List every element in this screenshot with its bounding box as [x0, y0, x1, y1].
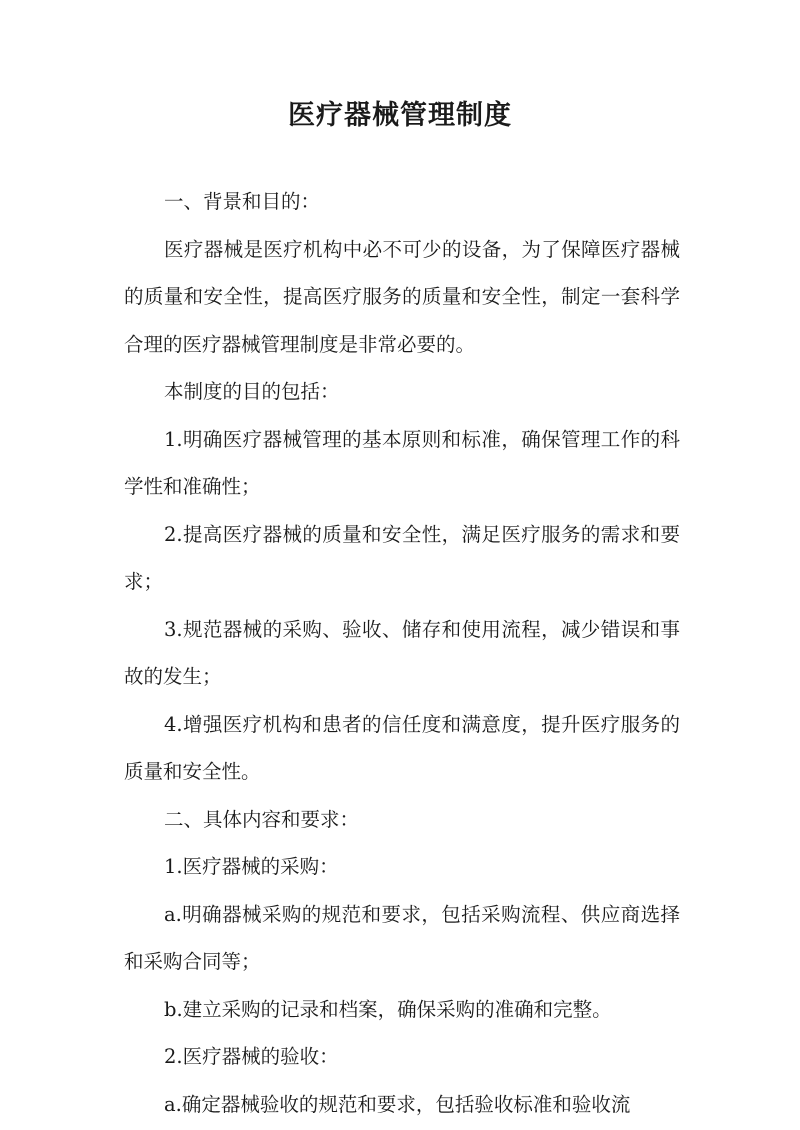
section-heading-background: 一、背景和目的：: [164, 190, 321, 213]
list-item-purpose-1: 1.明确医疗器械管理的基本原则和标准，确保管理工作的科学性和准确性；: [124, 427, 680, 498]
list-item-purpose-2: 2.提高医疗器械的质量和安全性，满足医疗服务的需求和要求；: [124, 522, 680, 593]
subsection-heading-acceptance: 2.医疗器械的验收：: [164, 1045, 339, 1068]
list-item-procurement-a: a.明确器械采购的规范和要求，包括采购流程、供应商选择和采购合同等；: [124, 902, 680, 973]
list-item-purpose-4: 4.增强医疗机构和患者的信任度和满意度，提升医疗服务的质量和安全性。: [124, 712, 680, 783]
list-item-acceptance-a: a.确定器械验收的规范和要求，包括验收标准和验收流: [164, 1092, 631, 1116]
paragraph-purpose-lead: 本制度的目的包括：: [164, 380, 340, 403]
paragraph-intro: 医疗器械是医疗机构中必不可少的设备，为了保障医疗器械的质量和安全性，提高医疗服务的质量和安全性，制定一套科学合理的医疗器械管理制度是非常必要的。: [124, 237, 680, 356]
list-item-procurement-b: b.建立采购的记录和档案，确保采购的准确和完整。: [164, 997, 612, 1021]
document-body: [124, 178, 680, 1128]
section-heading-content: 二、具体内容和要求：: [164, 807, 360, 831]
subsection-heading-procurement: 1.医疗器械的采购：: [164, 855, 339, 878]
list-item-purpose-3: 3.规范器械的采购、验收、储存和使用流程，减少错误和事故的发生；: [124, 617, 680, 688]
document-title: 医疗器械管理制度: [288, 100, 512, 131]
